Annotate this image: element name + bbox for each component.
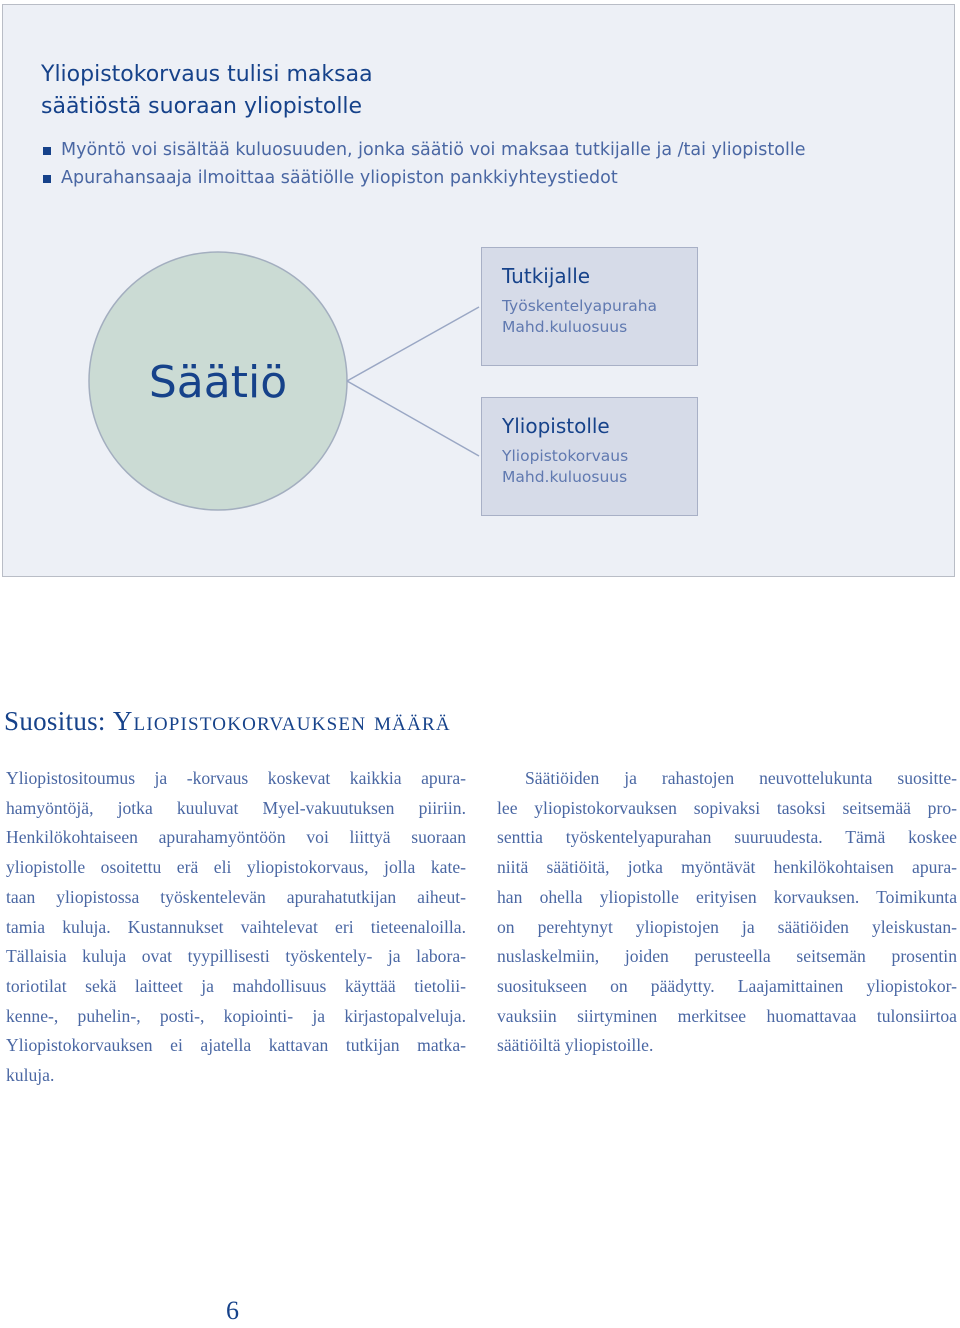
section-heading [4, 703, 451, 739]
text-line: hamyöntöjä, jotka kuuluvat Myel-vakuutuksen piiriin. [6, 797, 466, 818]
text-line: yliopistolle osoitettu erä eli yliopistokorvaus, jolla kate- [6, 857, 466, 878]
text-line: lee yliopistokorvauksen sopivaksi tasoksi seitsemää pro- [497, 797, 957, 818]
target-box-line: Työskentelyapuraha [502, 297, 658, 315]
target-box-university [481, 397, 698, 516]
text-line: on perehtynyt yliopistojen ja säätiöiden yleiskustan- [497, 916, 957, 937]
body-column-right [497, 764, 957, 1061]
infobox-title-line: Yliopistokorvaus tulisi maksaa [41, 62, 373, 87]
body-column-left [6, 764, 466, 1091]
text-line: tamia kuluja. Kustannukset vaihtelevat eri tieteenaloilla. [6, 916, 466, 937]
page-number: 6 [226, 1296, 239, 1325]
text-line: Tällaisia kuluja ovat tyypillisesti työskentely- ja labora- [6, 946, 466, 967]
text-line: kuluja. [6, 1065, 55, 1086]
target-box-line: Yliopistokorvaus [502, 447, 629, 465]
target-box-line: Mahd.kuluosuus [502, 318, 628, 336]
text-line: taan yliopistossa työskentelevän apurahatutkijan aiheut- [6, 886, 466, 907]
text-line: suositukseen on päädytty. Laajamittainen yliopistokor- [497, 975, 957, 996]
text-line: Henkilökohtaiseen apurahamyöntöön voi liittyä suoraan [6, 827, 466, 848]
section-heading-title: Yliopistokorvauksen määrä [112, 706, 451, 736]
text-line: Säätiöiden ja rahastojen neuvottelukunta suositte- [525, 768, 957, 788]
text-line: han ohella yliopistolle erityisen korvauksen. Toimikunta [497, 886, 957, 907]
text-line: vauksiin siirtyminen merkitsee huomattavaa tulonsiirtoa [497, 1005, 957, 1026]
target-box-line: Mahd.kuluosuus [502, 468, 628, 486]
text-line: niitä säätiöitä, jotka myöntävät henkilökohtaisen apura- [497, 857, 957, 878]
text-line: Yliopistokorvauksen ei ajatella kattavan tutkijan matka- [6, 1035, 466, 1056]
text-line: senttia työskentelyapurahan suuruudesta. Tämä koskee [497, 827, 957, 848]
text-line: toriotilat sekä laitteet ja mahdollisuus käyttää tietolii- [6, 975, 466, 996]
text-line: säätiöiltä yliopistoille. [497, 1035, 654, 1056]
bullet-text: Myöntö voi sisältää kuluosuuden, jonka säätiö voi maksaa tutkijalle ja /tai yliopistolle [61, 140, 806, 160]
target-box-title: Tutkijalle [502, 264, 591, 288]
section-heading-prefix: Suositus: [4, 706, 106, 736]
target-box-researcher [481, 247, 698, 366]
connector-line-to-university [347, 381, 479, 456]
connector-line-to-researcher [347, 307, 479, 381]
text-line: nuslaskelmiin, joiden perusteella seitsemän prosentin [497, 946, 957, 967]
infobox-panel [2, 4, 955, 577]
target-box-title: Yliopistolle [502, 414, 610, 438]
flow-diagram [3, 5, 956, 578]
infobox-title-line: säätiöstä suoraan yliopistolle [41, 94, 363, 119]
text-line: kenne-, puhelin-, posti-, kopiointi- ja kirjastopalveluja. [6, 1005, 466, 1026]
text-line: Yliopistositoumus ja -korvaus koskevat kaikkia apura- [6, 768, 466, 788]
source-label: Säätiö [148, 357, 288, 408]
bullet-text: Apurahansaaja ilmoittaa säätiölle yliopiston pankkiyhteystiedot [61, 168, 618, 188]
